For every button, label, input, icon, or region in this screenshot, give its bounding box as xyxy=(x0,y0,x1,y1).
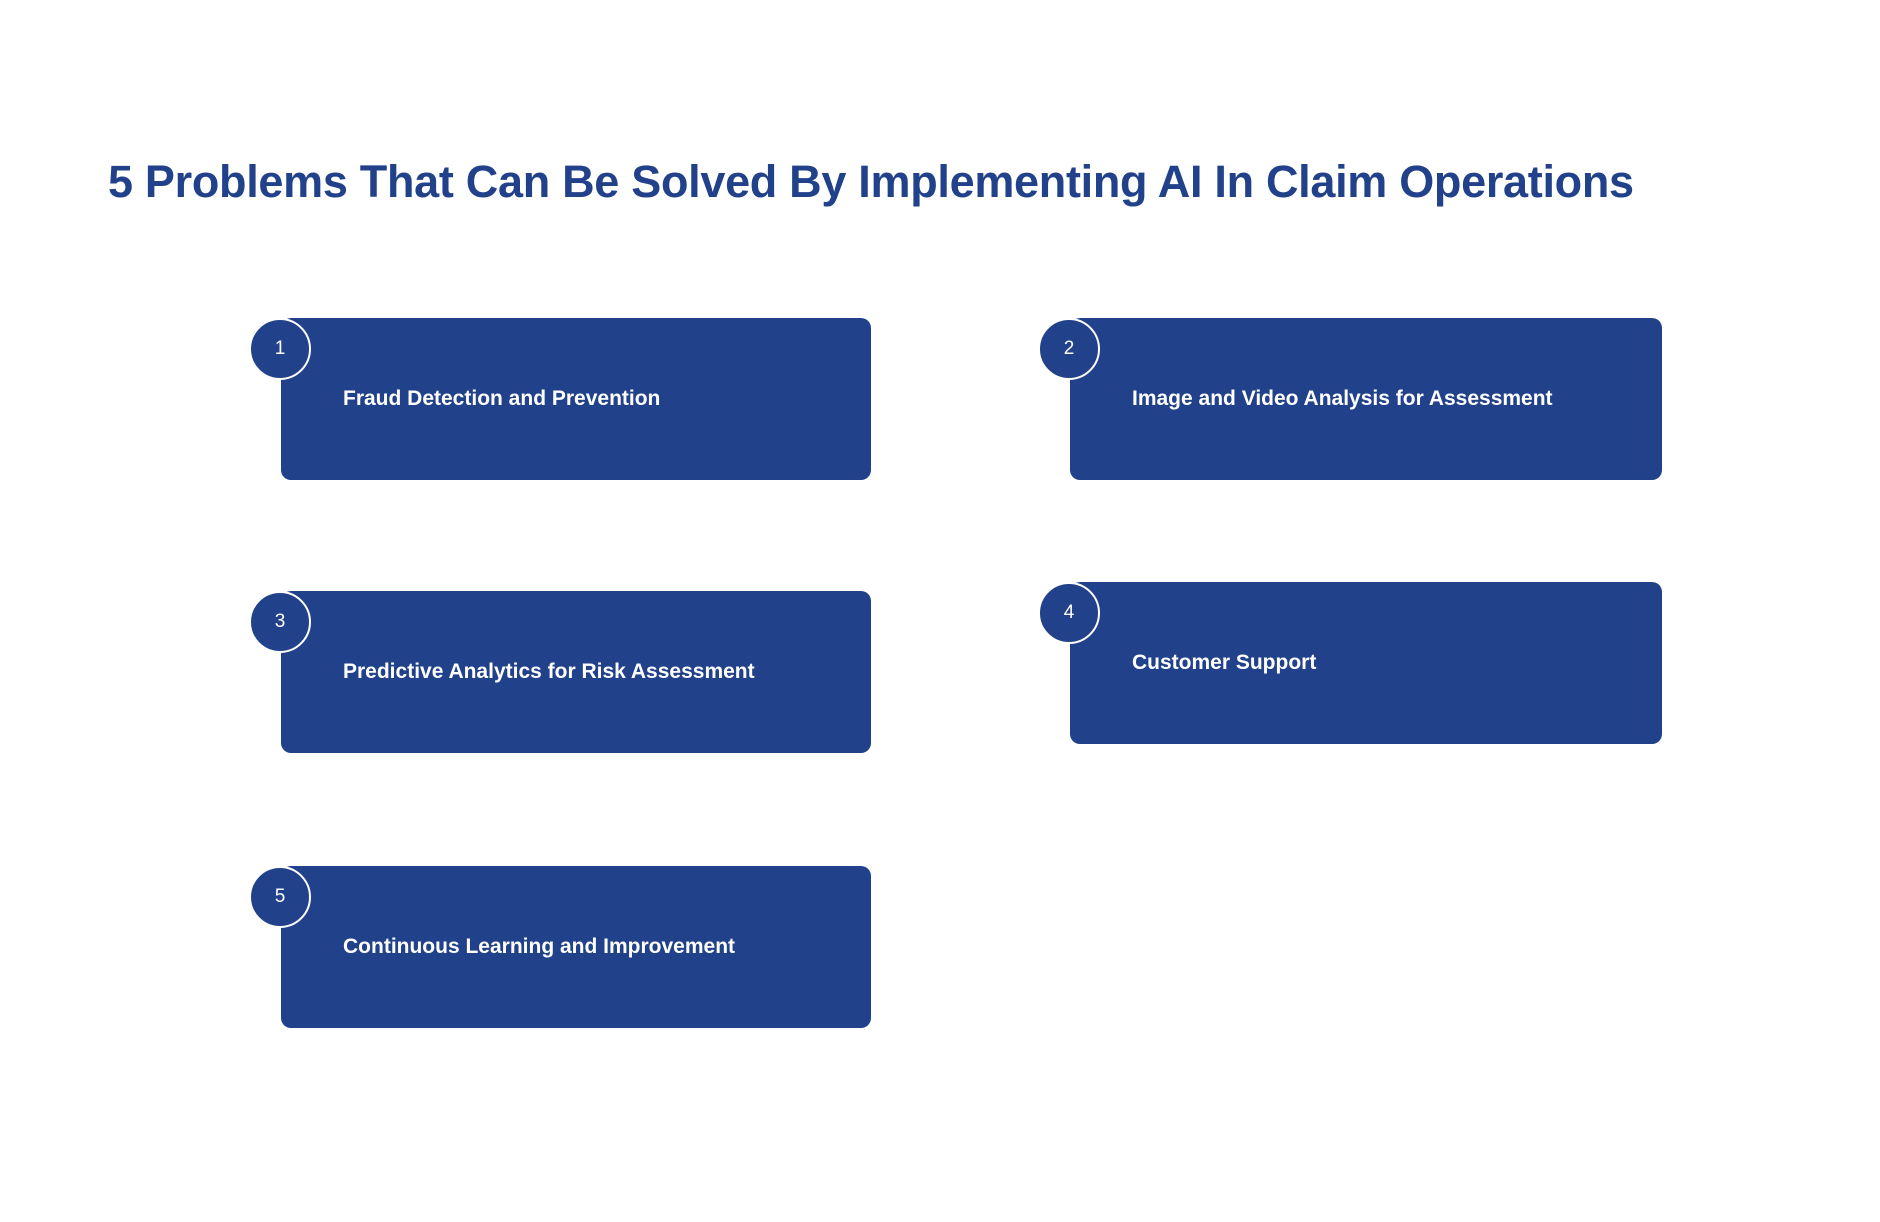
list-item-label: Fraud Detection and Prevention xyxy=(343,387,661,411)
list-item-number-badge: 3 xyxy=(249,591,311,653)
page-title: 5 Problems That Can Be Solved By Implementing AI In Claim Operations xyxy=(108,156,1634,208)
list-item-label: Continuous Learning and Improvement xyxy=(343,935,736,959)
list-item-number-badge: 5 xyxy=(249,866,311,928)
list-item[interactable] xyxy=(281,318,871,480)
list-item[interactable] xyxy=(1070,582,1662,744)
list-item-label: Customer Support xyxy=(1132,651,1317,675)
list-item-number-badge: 4 xyxy=(1038,582,1100,644)
list-item-label: Predictive Analytics for Risk Assessment xyxy=(343,660,755,684)
list-item-number-badge: 2 xyxy=(1038,318,1100,380)
list-item-label: Image and Video Analysis for Assessment xyxy=(1132,387,1553,411)
list-item-number-badge: 1 xyxy=(249,318,311,380)
list-item[interactable] xyxy=(281,866,871,1028)
list-item[interactable] xyxy=(281,591,871,753)
list-item[interactable] xyxy=(1070,318,1662,480)
